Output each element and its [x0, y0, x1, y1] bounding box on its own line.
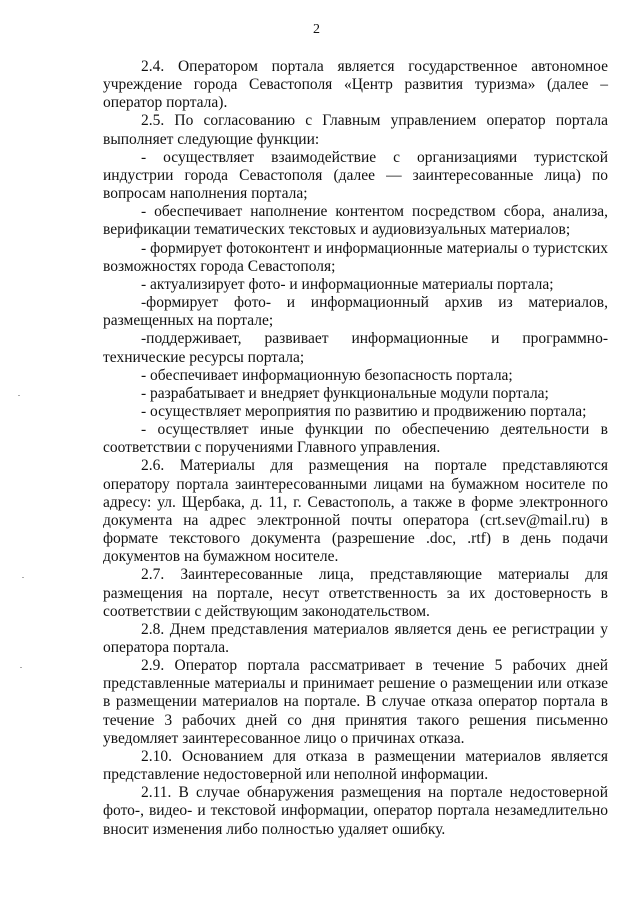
list-item: - разрабатывает и внедряет функциональные модули портала; — [141, 384, 549, 402]
list-item: -поддерживает, развивает информационные и программно-технические ресурсы портала; — [103, 330, 608, 366]
paragraph-2-5: 2.5. По согласованию с Главным управлением оператор портала выполняет следующие функции: — [103, 112, 608, 148]
list-item: - осуществляет иные функции по обеспечению деятельности в соответствии с поручениями Главного управления. — [103, 421, 608, 457]
scan-mark — [18, 395, 20, 396]
list-item: -формирует фото- и информационный архив из материалов, размещенных на портале; — [103, 294, 608, 330]
paragraph-2-9: 2.9. Оператор портала рассматривает в течение 5 рабочих дней представленные материалы и принимает решение о размещении или отказе в размещении материалов на портале. В случае отказа оператор портала в течение 3 рабочих дней со дня принятия такого решения письменно уведомляет заинтересованное лицо о причинах отказа. — [103, 657, 608, 747]
paragraph-2-8: 2.8. Днем представления материалов является день ее регистрации у оператора портала. — [103, 620, 608, 656]
list-item: - осуществляет взаимодействие с организациями туристской индустрии города Севастополя (далее — заинтересованные лица) по вопросам наполнения портала; — [103, 148, 608, 203]
paragraph-2-4: 2.4. Оператором портала является государственное автономное учреждение города Севастополя «Центр развития туризма» (далее – оператор портала). — [103, 58, 608, 112]
paragraph-2-6: 2.6. Материалы для размещения на портале представляются оператору портала заинтересованными лицами на бумажном носителе по адресу: ул. Щербака, д. 11, г. Севастополь, а также в форме электронного документа на адрес электронной почты оператора (crt.sev@mail.ru) в формате текстового документа (разрешение .doc, .rtf) в день подачи документов на бумажном носителе. — [103, 457, 608, 566]
list-item: - осуществляет мероприятия по развитию и продвижению портала; — [141, 402, 587, 420]
paragraph-2-7: 2.7. Заинтересованные лица, представляющие материалы для размещения на портале, несут ответственность за их достоверность в соответствии с действующим законодательством. — [103, 566, 608, 620]
list-item: - актуализирует фото- и информационные материалы портала; — [141, 275, 554, 293]
list-item: - обеспечивает информационную безопасность портала; — [141, 366, 513, 384]
paragraph-2-10: 2.10. Основанием для отказа в размещении материалов является представление недостоверной или неполной информации. — [103, 747, 608, 784]
document-body — [103, 58, 608, 839]
paragraph-2-11: 2.11. В случае обнаружения размещения на портале недостоверной фото-, видео- и текстовой информации, оператор портала незамедлительно вносит изменения либо полностью удаляет ошибку. — [103, 784, 608, 838]
scan-mark — [20, 667, 22, 668]
page-number: 2 — [313, 22, 320, 37]
list-item: - обеспечивает наполнение контентом посредством сбора, анализа, верификации тематических текстовых и аудиовизуальных материалов; — [103, 203, 608, 239]
list-item: - формирует фотоконтент и информационные материалы о туристских возможностях города Севастополя; — [103, 239, 608, 275]
scan-mark — [22, 577, 24, 578]
